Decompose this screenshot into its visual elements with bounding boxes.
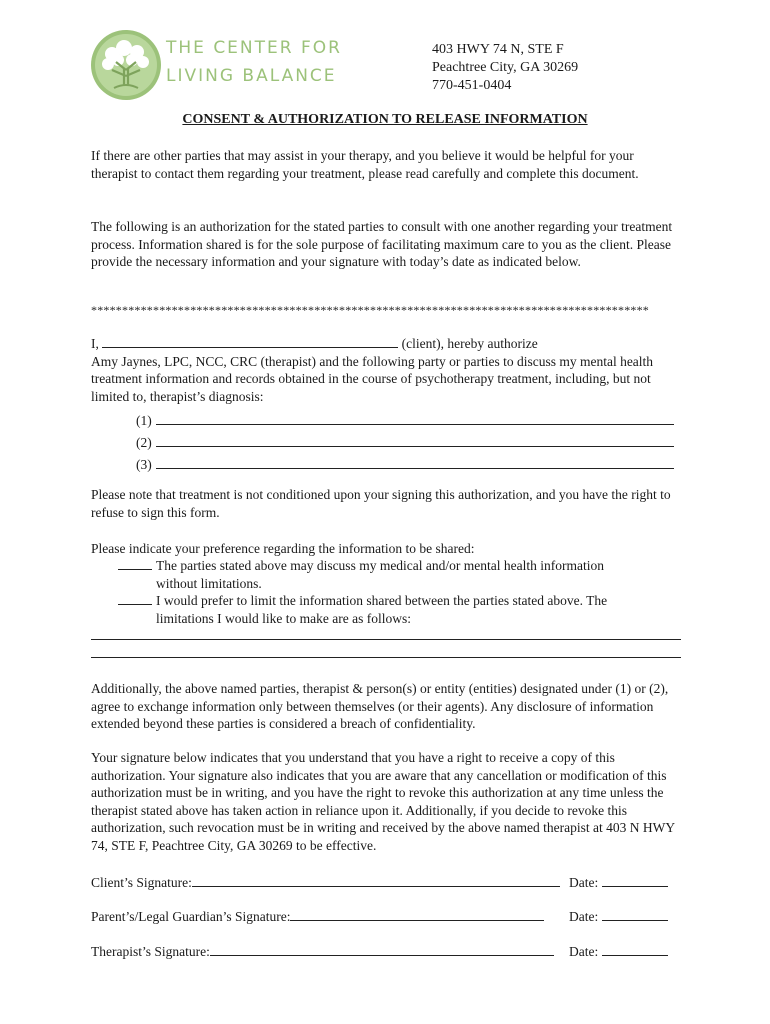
party-number: (2) — [136, 435, 152, 450]
client-date-row — [569, 872, 668, 891]
authorize-paragraph — [91, 333, 683, 405]
client-signature-label: Client’s Signature: — [91, 875, 192, 890]
logo-text-line2: LIVING BALANCE — [166, 66, 337, 86]
preference-label: Please indicate your preference regarding the information to be shared: — [91, 541, 475, 556]
therapist-date-field[interactable] — [602, 941, 668, 956]
client-signature-row — [91, 872, 560, 891]
party-number: (3) — [136, 457, 152, 472]
guardian-signature-row — [91, 906, 544, 925]
date-label: Date: — [569, 944, 599, 959]
document-title: CONSENT & AUTHORIZATION TO RELEASE INFORMATION — [182, 112, 588, 127]
therapist-date-row — [569, 941, 668, 960]
therapist-signature-row — [91, 941, 554, 960]
option2-checkbox-line[interactable] — [118, 592, 152, 605]
address-street: 403 HWY 74 N, STE F — [432, 42, 564, 57]
guardian-signature-field[interactable] — [290, 906, 544, 921]
option1-text-a: The parties stated above may discuss my medical and/or mental health information — [156, 558, 604, 573]
option1-text-b: without limitations. — [156, 575, 262, 591]
notice-paragraph: Please note that treatment is not conditioned upon your signing this authorization, and you have the right to refuse to sign this form. — [91, 487, 671, 520]
phone-number: 770-451-0404 — [432, 78, 512, 93]
client-signature-field[interactable] — [192, 872, 560, 887]
party-2-field[interactable] — [156, 432, 674, 447]
guardian-date-field[interactable] — [602, 906, 668, 921]
party-row — [136, 432, 674, 451]
signature-notice-paragraph: Your signature below indicates that you understand that you have a right to receive a copy of this authorization. Your signature also indicates that you are aware that any cancellation or modification of this authorization must be in writing, and you have the right to revoke this authorization at any time unless the therapist stated above has taken action in reliance upon it. Additionally, if you decide to revoke this authorization, such revocation must be in writing and received by the above named therapist at 403 N HWY 74, STE F, Peachtree City, GA 30269 to be effective. — [91, 750, 675, 853]
preference-option-limited — [118, 592, 607, 627]
party-number: (1) — [136, 413, 152, 428]
limitations-line-2[interactable] — [91, 657, 681, 658]
guardian-signature-label: Parent’s/Legal Guardian’s Signature: — [91, 909, 291, 924]
option2-text-a: I would prefer to limit the information shared between the parties stated above. The — [156, 593, 608, 608]
separator-line: ****************************************************************************************** — [91, 303, 649, 317]
address-block — [432, 41, 578, 95]
center-logo — [90, 26, 390, 104]
option2-text-b: limitations I would like to make are as follows: — [156, 610, 411, 626]
limitations-line-1[interactable] — [91, 639, 681, 640]
logo-text-line1: THE CENTER FOR — [166, 38, 342, 58]
party-3-field[interactable] — [156, 454, 674, 469]
option1-checkbox-line[interactable] — [118, 557, 152, 570]
authorize-prefix: I, — [91, 336, 99, 351]
date-label: Date: — [569, 909, 599, 924]
preference-option-unlimited — [118, 557, 604, 592]
guardian-date-row — [569, 906, 668, 925]
authorize-body: Amy Jaynes, LPC, NCC, CRC (therapist) and the following party or parties to discuss my mental health treatment information and records obtained in the course of psychotherapy treatment, including, but not limited to, therapist’s diagnosis: — [91, 353, 654, 404]
date-label: Date: — [569, 875, 599, 890]
therapist-signature-label: Therapist’s Signature: — [91, 944, 210, 959]
authorize-suffix: (client), hereby authorize — [401, 336, 538, 351]
tree-icon — [90, 26, 162, 104]
intro-paragraph: If there are other parties that may assist in your therapy, and you believe it would be helpful for your therapist to contact them regarding your treatment, please read carefully and complete this document. — [91, 148, 639, 181]
party-row — [136, 410, 674, 429]
additional-paragraph: Additionally, the above named parties, therapist & person(s) or entity (entities) designated under (1) or (2), agree to exchange information only between themselves (or their agents). Any disclosure of information extended beyond these parties is considered a breach of confidentiality. — [91, 681, 669, 731]
client-date-field[interactable] — [602, 872, 668, 887]
client-name-field[interactable] — [102, 333, 398, 348]
therapist-signature-field[interactable] — [210, 941, 554, 956]
party-row — [136, 454, 674, 473]
address-city: Peachtree City, GA 30269 — [432, 60, 579, 75]
purpose-paragraph: The following is an authorization for the stated parties to consult with one another regarding your treatment process. Information shared is for the sole purpose of facilitating maximum care to you as the client. Please provide the necessary information and your signature with today’s date as indicated below. — [91, 219, 673, 269]
party-1-field[interactable] — [156, 410, 674, 425]
